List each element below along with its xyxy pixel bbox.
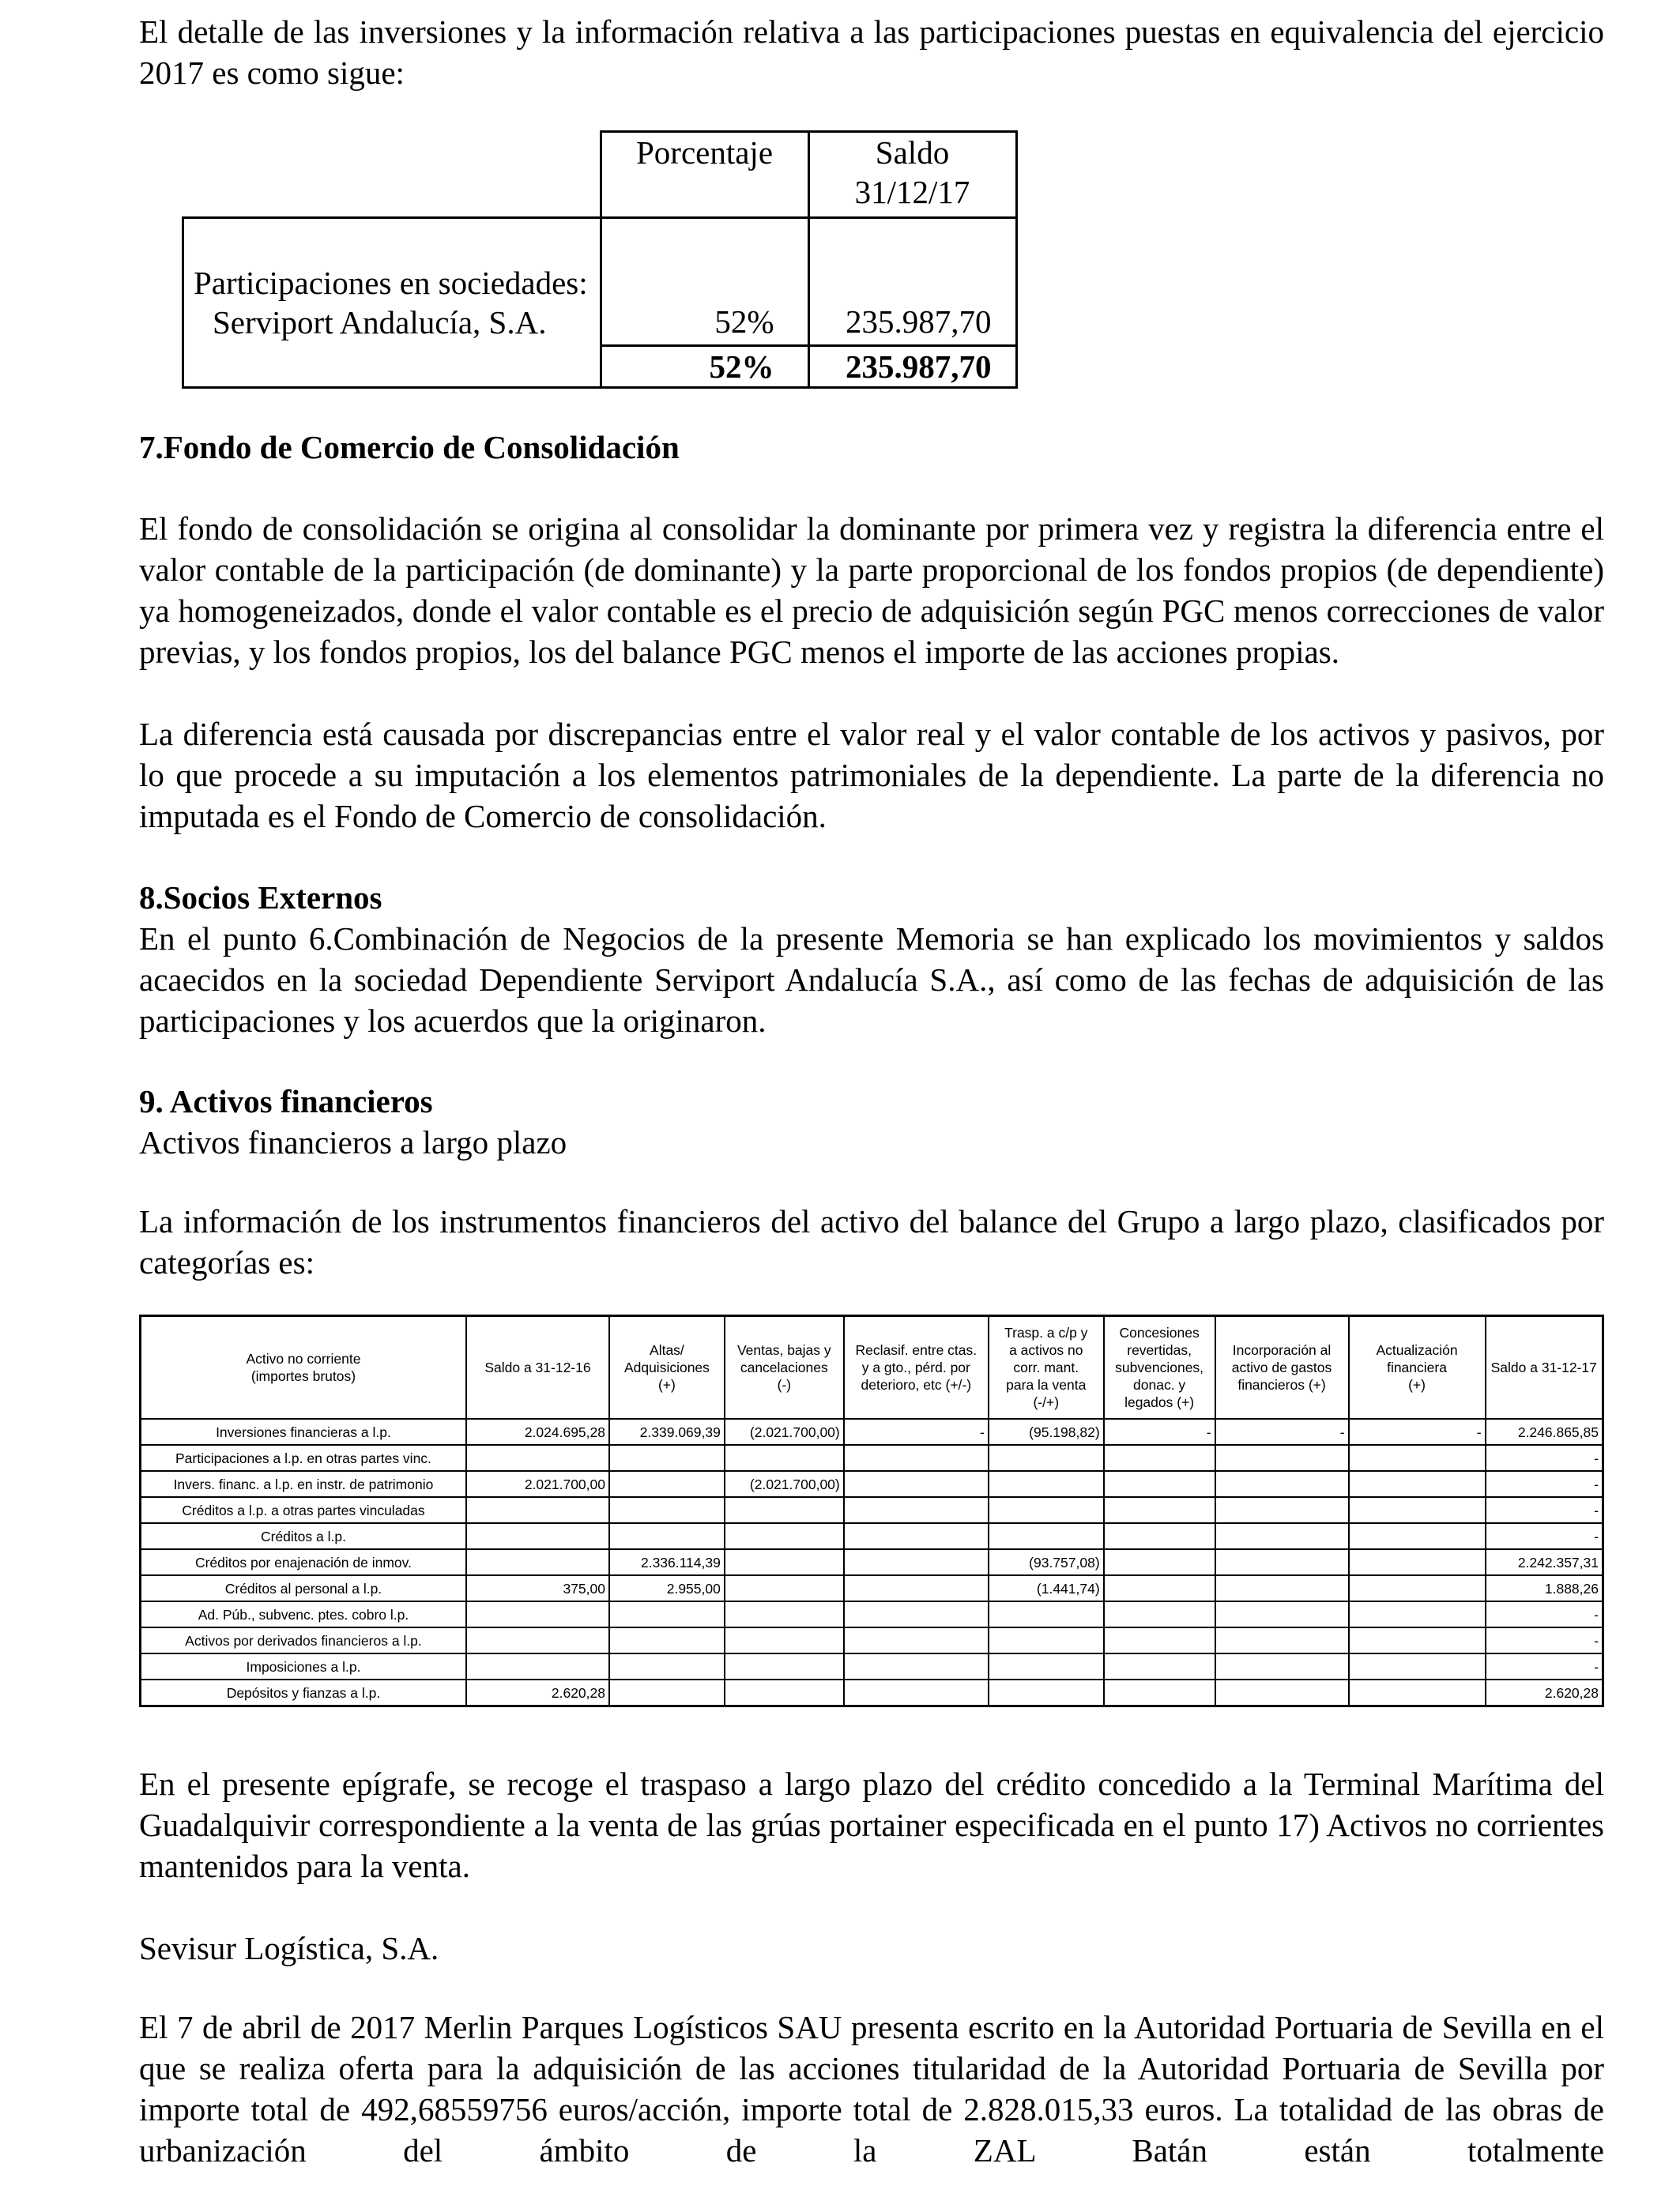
- row-value: [466, 1445, 609, 1471]
- col-porcentaje: Porcentaje: [601, 132, 808, 218]
- total-saldo: 235.987,70: [808, 345, 1016, 387]
- row-value: [1215, 1601, 1349, 1627]
- row-label: Créditos a l.p.: [141, 1523, 466, 1549]
- row-value: 2.024.695,28: [466, 1419, 609, 1445]
- row-value: -: [844, 1419, 989, 1445]
- investments-table: [182, 130, 1018, 389]
- row-value: [1215, 1471, 1349, 1497]
- row-label: Imposiciones a l.p.: [141, 1653, 466, 1680]
- row-value: [1349, 1471, 1486, 1497]
- row-value: (95.198,82): [989, 1419, 1104, 1445]
- row-value: -: [1486, 1627, 1603, 1653]
- row-value: [1349, 1523, 1486, 1549]
- row-value: [466, 1653, 609, 1680]
- row-value: [844, 1445, 989, 1471]
- col-header-5: Trasp. a c/p y a activos no corr. mant. para la venta (-/+): [989, 1316, 1104, 1420]
- row-value: [1215, 1497, 1349, 1523]
- row-value: [725, 1653, 844, 1680]
- row-value: [1349, 1601, 1486, 1627]
- row-value: [1104, 1627, 1215, 1653]
- intro-paragraph: El detalle de las inversiones y la información relativa a las participaciones puestas en equivalencia del ejercicio 2017 es como sigue:: [139, 13, 1604, 91]
- row-label: Invers. financ. a l.p. en instr. de patrimonio: [141, 1471, 466, 1497]
- serviport-name: Serviport Andalucía, S.A.: [213, 304, 547, 340]
- row-label: Depósitos y fianzas a l.p.: [141, 1680, 466, 1706]
- row-value: [1215, 1627, 1349, 1653]
- row-value: [609, 1523, 725, 1549]
- row-value: [1104, 1471, 1215, 1497]
- row-value: [466, 1549, 609, 1575]
- section-9-subheading: Activos financieros a largo plazo: [139, 1124, 567, 1161]
- row-value: [989, 1601, 1104, 1627]
- table-row: [141, 1627, 1603, 1653]
- col-header-8: Actualización financiera (+): [1349, 1316, 1486, 1420]
- row-value: [1215, 1523, 1349, 1549]
- table-row: [141, 1419, 1603, 1445]
- row-value: [609, 1471, 725, 1497]
- table-row: [141, 1601, 1603, 1627]
- financial-assets-table: [139, 1315, 1604, 1707]
- serviport-saldo: 235.987,70: [808, 218, 1016, 346]
- sevisur-heading: Sevisur Logística, S.A.: [139, 1930, 439, 1966]
- row-value: [725, 1680, 844, 1706]
- row-value: -: [1486, 1523, 1603, 1549]
- row-value: [989, 1627, 1104, 1653]
- row-value: -: [1215, 1419, 1349, 1445]
- merlin-paragraph: El 7 de abril de 2017 Merlin Parques Logísticos SAU presenta escrito en la Autoridad Portuaria de Sevilla en el que se realiza oferta para la adquisición de las acciones titularidad de la Autoridad Portuaria de Sevilla por importe total de 492,68559756 euros/acción, importe total de 2.828.015,33 euros. La totalidad de las obras de urbanización del ámbito de la ZAL Batán están totalmente: [139, 2009, 1604, 2169]
- section-9-paragraph: La información de los instrumentos financieros del activo del balance del Grupo a largo plazo, clasificados por categorías es:: [139, 1203, 1604, 1281]
- table-row: [141, 1549, 1603, 1575]
- row-value: [1104, 1445, 1215, 1471]
- row-value: [609, 1445, 725, 1471]
- section-8-heading: 8.Socios Externos: [139, 879, 382, 916]
- col-header-3: Ventas, bajas y cancelaciones (-): [725, 1316, 844, 1420]
- row-label: Participaciones a l.p. en otras partes vinc.: [141, 1445, 466, 1471]
- row-value: [1104, 1497, 1215, 1523]
- col-header-0: Activo no corriente (importes brutos): [141, 1316, 466, 1420]
- row-value: -: [1349, 1419, 1486, 1445]
- row-value: [989, 1653, 1104, 1680]
- row-value: 2.246.865,85: [1486, 1419, 1603, 1445]
- row-value: [844, 1575, 989, 1601]
- row-value: [725, 1575, 844, 1601]
- row-value: [609, 1653, 725, 1680]
- row-value: [844, 1680, 989, 1706]
- table-row: [141, 1575, 1603, 1601]
- row-value: 2.620,28: [1486, 1680, 1603, 1706]
- transfer-paragraph: En el presente epígrafe, se recoge el traspaso a largo plazo del crédito concedido a la Terminal Marítima del Guadalquivir correspondiente a la venta de las grúas portainer especificada en el punto 17) Activos no corrientes mantenidos para la venta.: [139, 1766, 1604, 1884]
- col-header-4: Reclasif. entre ctas. y a gto., pérd. por deterioro, etc (+/-): [844, 1316, 989, 1420]
- row-value: [844, 1523, 989, 1549]
- row-label: Ad. Púb., subvenc. ptes. cobro l.p.: [141, 1601, 466, 1627]
- row-value: -: [1486, 1601, 1603, 1627]
- row-label: Inversiones financieras a l.p.: [141, 1419, 466, 1445]
- row-value: [725, 1445, 844, 1471]
- row-value: -: [1486, 1445, 1603, 1471]
- row-value: [725, 1627, 844, 1653]
- row-value: -: [1486, 1471, 1603, 1497]
- row-value: [466, 1627, 609, 1653]
- row-value: 375,00: [466, 1575, 609, 1601]
- row-value: [844, 1653, 989, 1680]
- row-value: [725, 1549, 844, 1575]
- row-value: [1215, 1653, 1349, 1680]
- table-row: [141, 1471, 1603, 1497]
- row-label: Créditos al personal a l.p.: [141, 1575, 466, 1601]
- row-value: [1349, 1549, 1486, 1575]
- row-value: 2.955,00: [609, 1575, 725, 1601]
- row-value: [1104, 1575, 1215, 1601]
- row-value: (2.021.700,00): [725, 1419, 844, 1445]
- section-7-paragraph-1: El fondo de consolidación se origina al consolidar la dominante por primera vez y registra la diferencia entre el valor contable de la participación (de dominante) y la parte proporcional de los fondos propios (de dependiente) ya homogeneizados, donde el valor contable es el precio de adquisición según PGC menos correcciones de valor previas, y los fondos propios, los del balance PGC menos el importe de las acciones propias.: [139, 510, 1604, 670]
- table-row: [141, 1653, 1603, 1680]
- row-value: [989, 1523, 1104, 1549]
- row-value: [1104, 1601, 1215, 1627]
- row-value: -: [1104, 1419, 1215, 1445]
- row-value: [1349, 1575, 1486, 1601]
- row-value: [1104, 1523, 1215, 1549]
- row-value: [1215, 1549, 1349, 1575]
- section-9-heading: 9. Activos financieros: [139, 1083, 433, 1119]
- row-value: [466, 1523, 609, 1549]
- row-value: [844, 1627, 989, 1653]
- row-value: [1349, 1680, 1486, 1706]
- row-value: [466, 1601, 609, 1627]
- row-value: [989, 1680, 1104, 1706]
- table-row: [141, 1680, 1603, 1706]
- col-header-2: Altas/ Adquisiciones (+): [609, 1316, 725, 1420]
- total-pct: 52%: [601, 345, 808, 387]
- row-value: [1349, 1497, 1486, 1523]
- col-header-7: Incorporación al activo de gastos financieros (+): [1215, 1316, 1349, 1420]
- participaciones-label: Participaciones en sociedades: Serviport Andalucía, S.A.: [183, 218, 601, 346]
- row-value: 2.021.700,00: [466, 1471, 609, 1497]
- row-value: [1104, 1549, 1215, 1575]
- row-value: [989, 1445, 1104, 1471]
- row-value: [609, 1680, 725, 1706]
- row-value: (1.441,74): [989, 1575, 1104, 1601]
- table-row: [141, 1497, 1603, 1523]
- section-7-paragraph-2: La diferencia está causada por discrepancias entre el valor real y el valor contable de los activos y pasivos, por lo que procede a su imputación a los elementos patrimoniales de la dependiente. La parte de la diferencia no imputada es el Fondo de Comercio de consolidación.: [139, 716, 1604, 834]
- section-7-heading: 7.Fondo de Comercio de Consolidación: [139, 429, 680, 465]
- serviport-pct: 52%: [601, 218, 808, 346]
- row-value: [1215, 1445, 1349, 1471]
- col-saldo: Saldo 31/12/17: [808, 132, 1016, 218]
- row-value: [1215, 1575, 1349, 1601]
- table-row: [141, 1523, 1603, 1549]
- row-value: [1349, 1445, 1486, 1471]
- row-value: [844, 1549, 989, 1575]
- row-value: [466, 1497, 609, 1523]
- row-value: -: [1486, 1653, 1603, 1680]
- row-value: 2.336.114,39: [609, 1549, 725, 1575]
- row-value: [844, 1471, 989, 1497]
- row-value: [725, 1497, 844, 1523]
- row-label: Créditos por enajenación de inmov.: [141, 1549, 466, 1575]
- row-value: [844, 1497, 989, 1523]
- row-value: (93.757,08): [989, 1549, 1104, 1575]
- row-value: [1349, 1653, 1486, 1680]
- row-value: (2.021.700,00): [725, 1471, 844, 1497]
- row-value: [989, 1471, 1104, 1497]
- col-header-1: Saldo a 31-12-16: [466, 1316, 609, 1420]
- row-value: 2.620,28: [466, 1680, 609, 1706]
- row-value: [1104, 1653, 1215, 1680]
- section-8-paragraph: En el punto 6.Combinación de Negocios de la presente Memoria se han explicado los movimientos y saldos acaecidos en la sociedad Dependiente Serviport Andalucía S.A., así como de las fechas de adquisición de las participaciones y los acuerdos que la originaron.: [139, 920, 1604, 1039]
- row-label: Activos por derivados financieros a l.p.: [141, 1627, 466, 1653]
- row-value: [725, 1523, 844, 1549]
- row-value: 1.888,26: [1486, 1575, 1603, 1601]
- row-label: Créditos a l.p. a otras partes vinculadas: [141, 1497, 466, 1523]
- col-header-9: Saldo a 31-12-17: [1486, 1316, 1603, 1420]
- row-value: [609, 1497, 725, 1523]
- table-row: [141, 1445, 1603, 1471]
- col-header-6: Concesiones revertidas, subvenciones, donac. y legados (+): [1104, 1316, 1215, 1420]
- row-value: [1215, 1680, 1349, 1706]
- row-value: [609, 1601, 725, 1627]
- row-value: -: [1486, 1497, 1603, 1523]
- row-value: [989, 1497, 1104, 1523]
- row-value: 2.242.357,31: [1486, 1549, 1603, 1575]
- row-value: [609, 1627, 725, 1653]
- row-value: [844, 1601, 989, 1627]
- row-value: [1104, 1680, 1215, 1706]
- row-value: [725, 1601, 844, 1627]
- row-value: [1349, 1627, 1486, 1653]
- row-value: 2.339.069,39: [609, 1419, 725, 1445]
